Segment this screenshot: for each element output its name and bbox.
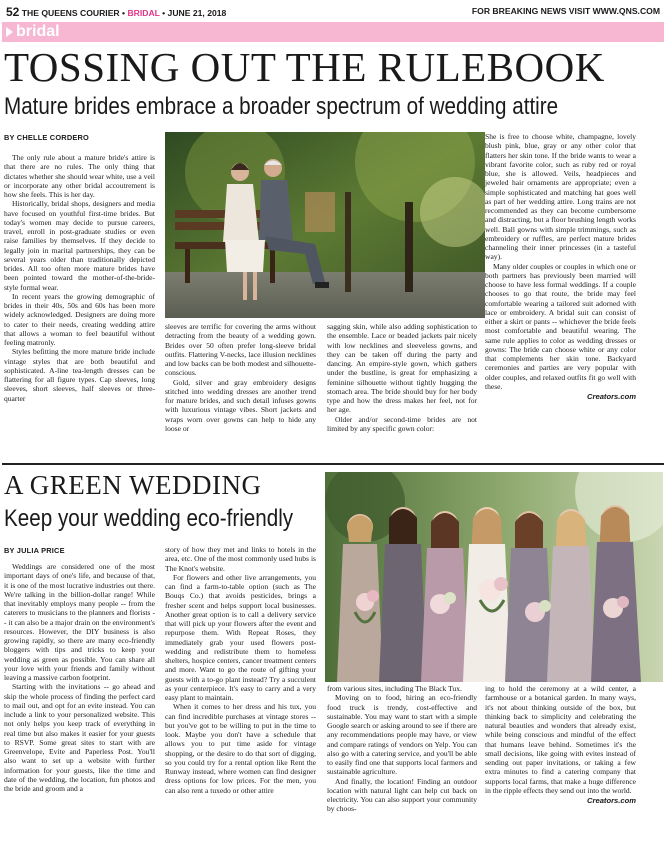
story1-photo	[165, 132, 485, 318]
paragraph: Styles befitting the more mature bride include vintage styles that are both beautiful and sophisticated. A-line tea-length dresses can be flattering for all figure types. Cap sleeves, long sleeves, short sleeves, half sleeves or three-quarter	[4, 347, 155, 403]
story2-headline: A GREEN WEDDING	[4, 470, 262, 500]
section-band	[2, 22, 664, 42]
header-right-link[interactable]: FOR BREAKING NEWS VISIT WWW.QNS.COM	[471, 6, 660, 16]
issue-date: JUNE 21, 2018	[167, 8, 227, 18]
story1-column-3	[327, 322, 477, 433]
paragraph: Many older couples or couples in which one or both partners has previously been married will choose to have less formal weddings. If a couple chooses to go that route, the bride may feel comfortable wearing a tailored suit adorned with lace or embroidery. A bridal suit can consist of either a skirt or pants -- whichever the bride feels most comfortable and beautiful wearing. The same rule applies to color as wedding dresses or gowns: The bride can choose white or any color that complements her skin tone. Backyard ceremonies and parties are very popular with older couples, and relaxed outfits fit go well with these.	[485, 261, 636, 391]
story2-subhead: Keep your wedding eco-friendly	[4, 505, 294, 532]
section-divider	[2, 463, 664, 465]
story2-column-3	[327, 684, 477, 814]
story1-column-1	[4, 153, 155, 403]
paragraph: Historically, bridal shops, designers and media have focused on youthful first-time brides. But today's women may decide to pursue careers, travel, enroll in post-graduate studies or even raise families by themselves. If they decide to legally join in marital partnerships, they can be several years older than traditionally depicted brides. All too often more mature brides have been pointed toward the mother-of-the-bride-style formal wear.	[4, 199, 155, 292]
page-header	[6, 4, 660, 18]
story2-byline: BY JULIA PRICE	[4, 546, 65, 555]
paragraph: story of how they met and links to hotels in the area, etc. One of the most commonly used hubs is The Knot's website.	[165, 545, 316, 573]
paragraph: When it comes to her dress and his tux, you can find incredible purchases at vintage stores -- but you've got to be willing to put in the time to look. Maybe you don't have a schedule that allows you to put time aside for vintage shopping, or the desire to do that sort of digging, so you could try for a rental option like Rent the Runway instead, where women can find designer dress options for low prices. For the men, you can also rent a tuxedo or other attire	[165, 702, 316, 795]
story1-column-4	[485, 132, 636, 401]
story1-byline: BY CHELLE CORDERO	[4, 133, 89, 142]
paragraph: The only rule about a mature bride's attire is that there are no rules. The only thing that dictates whether she should wear white, use a veil or incorporate any other bridal accoutrement is how she feels. This is her day.	[4, 153, 155, 199]
story1-headline: TOSSING OUT THE RULEBOOK	[4, 44, 605, 90]
page-number: 52	[6, 5, 20, 19]
story2-credit: Creators.com	[587, 796, 636, 805]
paragraph: ing to hold the ceremony at a wild center, a farmhouse or a botanical garden. In many ways, it's not about thinking outside of the box, but thinking back to simplicity and celebrating the natural beauties and wonders that already exist, while being conscious and mindful of the effect that humans leave behind. Sometimes it's the small decisions, like going with evites instead of sending out paper invitations, or taking a few extra minutes to find a catering company that supports local farms, that make a huge difference in the ripple effects they send out into the world.	[485, 684, 636, 795]
paper-name: THE QUEENS COURIER	[21, 8, 120, 18]
paragraph: And finally, the location! Finding an outdoor location with natural light can help cut back on electricity. You can also support your community by choos-	[327, 776, 477, 814]
section-name: BRIDAL	[127, 8, 160, 18]
paragraph: from various sites, including The Black Tux.	[327, 684, 462, 693]
paragraph: Older and/or second-time brides are not limited by any specific gown color:	[327, 414, 477, 433]
story1-subhead: Mature brides embrace a broader spectrum of wedding attire	[4, 93, 559, 120]
paragraph: Weddings are considered one of the most important days of one's life, and because of that, it is one of the most lucrative industries out there. We're talking in the billion-dollar range! While that inevitably employs many people -- from the caterers to musicians to the planners and florists -- it can also be a major drain on the environment's resources. However, the DIY business is also growing rapidly, so there are many eco-friendly bloggers with tips and tricks to keep your wedding as green as possible. You can share all your love with your friends and family without leaving a massive carbon footprint.	[4, 562, 155, 682]
paragraph: sleeves are terrific for covering the arms without detracting from the beauty of a wedding gown. Brides over 50 often prefer long-sleeve bridal outfits. Flattering V-necks, lace illusion necklines and low backs can be both modest and silhouette-conscious.	[165, 322, 316, 378]
bridesmaids-photo-image	[325, 472, 663, 682]
paragraph: She is free to choose white, champagne, lovely blush pink, blue, gray or any other color that flatters her skin tone. If the bride wants to wear a vibrant favorite color, such as ruby red or royal blue, she is allowed. Veils, headpieces and jeweled hair ornaments are appropriate; even a simple sophisticated and matching hat goes well as part of her wedding attire. Long trains are not recommended as they can become cumbersome and distracting, but a floor brushing length works well. Ball gowns with simple trimmings, such as embroidery or ruffles, are perfect mature brides channeling their inner princesses (in a tasteful way).	[485, 132, 636, 262]
separator: •	[162, 8, 166, 18]
triangle-icon	[6, 27, 13, 37]
section-band-label: bridal	[16, 23, 60, 40]
couple-photo-image	[165, 132, 485, 318]
header-left	[6, 5, 226, 19]
story2-photo	[325, 472, 663, 682]
story1-column-2	[165, 322, 316, 433]
story1-credit: Creators.com	[587, 392, 636, 401]
story2-column-2	[165, 545, 316, 795]
paragraph: Gold, silver and gray embroidery designs stitched into wedding dresses are another trend for mature brides, and such detail infuses gowns with luxurious vintage vibes. Short jackets and wraps worn over gowns can help to hide any loose or	[165, 377, 316, 433]
story2-column-4	[485, 684, 636, 805]
paragraph: In recent years the growing demographic of brides in their 40s, 50s and 60s has been more widely acknowledged. Designers are doing more to cater to their needs, creating wedding attire that allows a woman to feel beautiful without feeling matronly.	[4, 291, 155, 347]
paragraph: Starting with the invitations -- go ahead and skip the whole process of finding the perfect card to mail out, and opt for an evite instead. You can include a link to your personalized website. This not only helps you keep track of everything in real time but also makes it easier for your guests to RSVP. Some great sites to start with are Greenvelope, Evite and Paperless Post. You'll also want to set up a website with further information for your guests, like the time and date of the wedding, the location, fun photos and the bride and groom and a	[4, 682, 155, 793]
separator: •	[122, 8, 126, 18]
story2-column-1	[4, 562, 155, 793]
paragraph: sagging skin, while also adding sophistication to the ensemble. Lace or beaded jackets pair nicely with low necklines and sleeveless gowns, and they can be taken off during the party and dancing. An empire-style gown, which gathers under the bustline, is great for emphasizing a feminine silhouette without tightly hugging the stomach area. The bride should buy for her body type and how the dress makes her feel, not for her age.	[327, 322, 477, 415]
paragraph: For flowers and other live arrangements, you can find a farm-to-table option (such as The Bouqs Co.) that avoids pesticides, brings a fresher scent and helps support local businesses. Another great option is to call a delivery service that will pick up your flowers after the event and repurpose them. With Repeat Roses, they immediately grab your used flowers post-wedding and redistribute them to homeless shelters, hospice centers, cancer treatment centers and more. Want to go the route of gifting your guests with a to-go plant instead? Try a succulent as your centerpiece. It's easy to carry and a very easy plant to maintain.	[165, 572, 316, 702]
paragraph: Moving on to food, hiring an eco-friendly food truck is trendy, cost-effective and sustainable. You may want to start with a simple Google search or asking around to see if there are any recommendations people may have, or view and compare ratings of vendors on Yelp. You can also go with a catering service, and you'll be able to easily find one that supports local farmers and sustainable agriculture.	[327, 693, 477, 777]
